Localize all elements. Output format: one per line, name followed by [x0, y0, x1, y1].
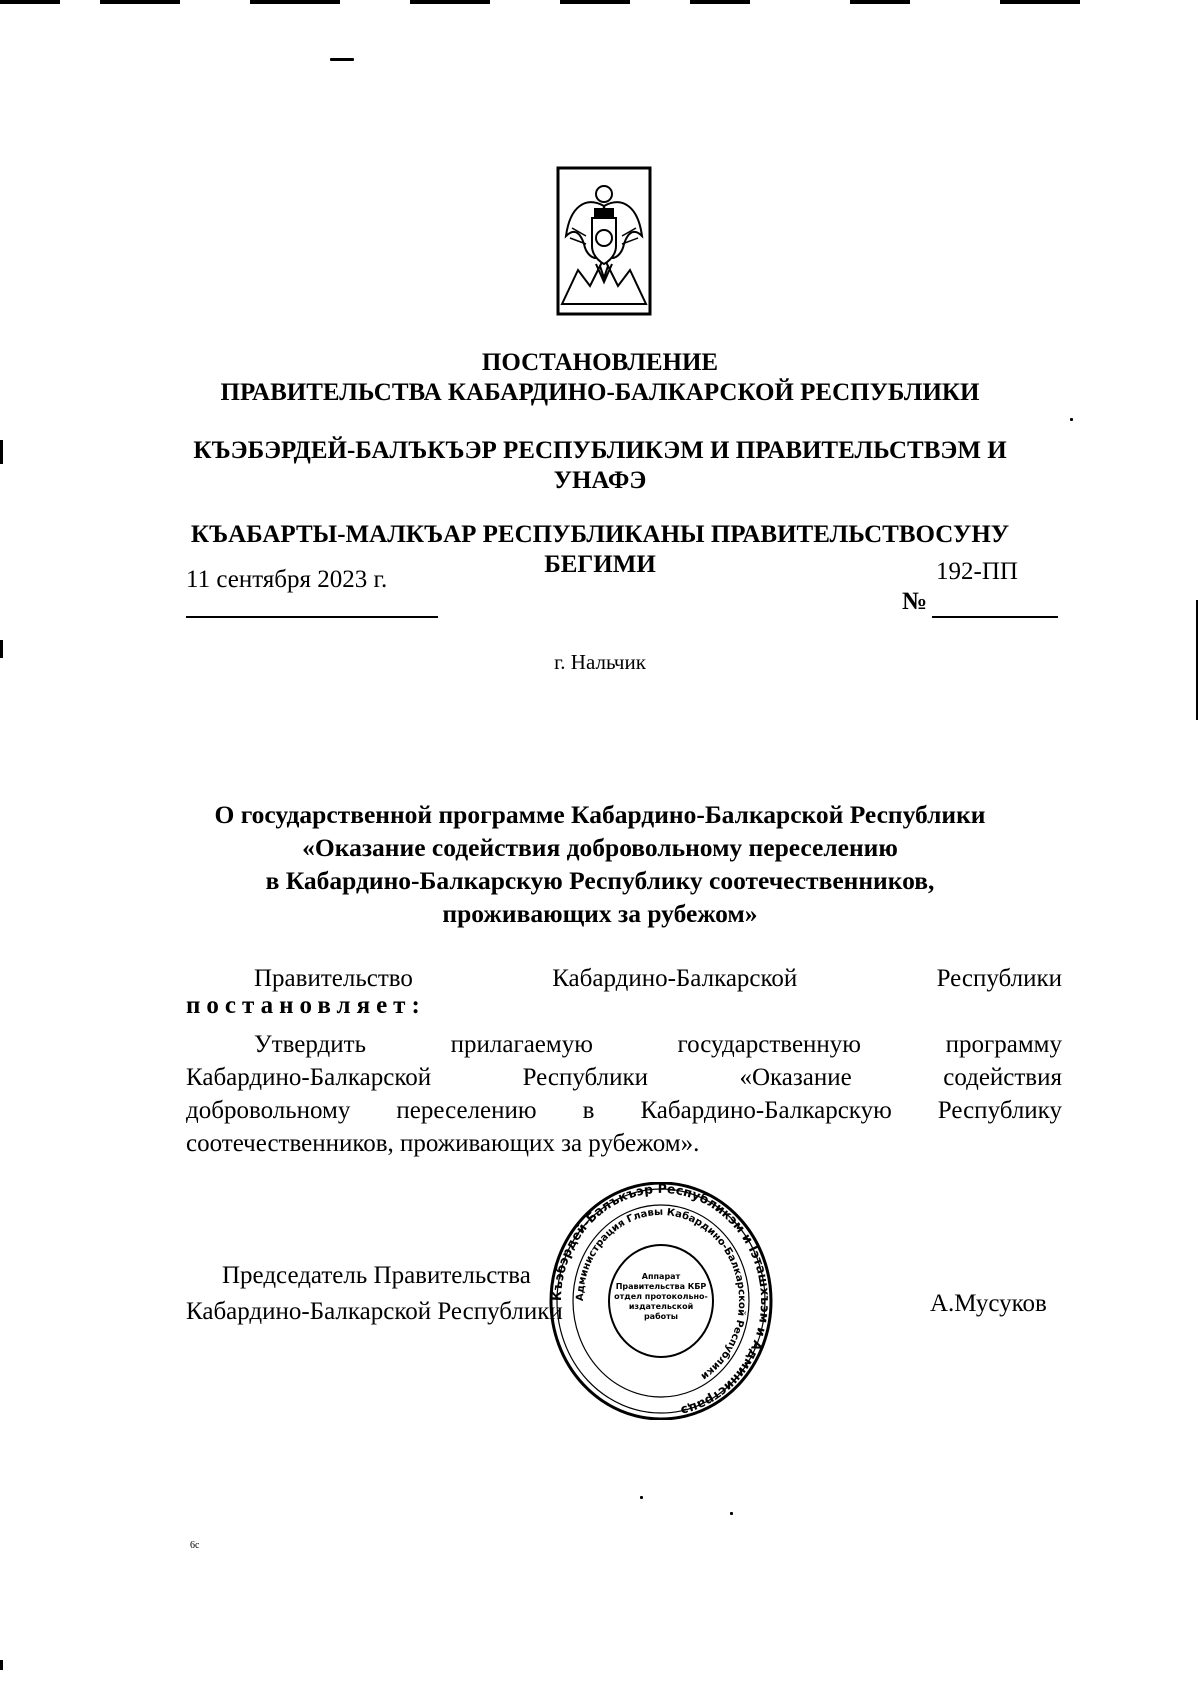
paragraph-line: соотечественников, проживающих за рубежом». — [186, 1130, 700, 1157]
paragraph-line — [186, 1028, 1062, 1061]
paragraph-line — [186, 1061, 1062, 1094]
kabardian-heading-2: УНАФЭ — [553, 467, 647, 494]
word: государственную — [677, 1031, 861, 1058]
decree-date: 11 сентября 2023 г. — [186, 566, 388, 593]
word: Республику — [937, 1097, 1062, 1124]
word: Правительство — [254, 965, 413, 992]
signatory-name: А.Мусуков — [930, 1290, 1047, 1317]
paragraph-line — [186, 1094, 1062, 1127]
decree-title: ПОСТАНОВЛЕНИЕ — [481, 349, 719, 376]
scan-speck — [640, 1496, 643, 1499]
word: Республики — [522, 1064, 648, 1091]
word: прилагаемую — [450, 1031, 593, 1058]
scan-artifact-top — [250, 0, 340, 4]
subject-line: «Оказание содействия добровольному переселению — [302, 833, 898, 862]
scan-artifact-top — [0, 0, 60, 4]
number-underline — [932, 616, 1058, 618]
resolution-paragraph — [186, 1028, 1062, 1160]
decree-number: 192-ПП — [936, 558, 1018, 585]
scan-speck — [1070, 418, 1073, 421]
scan-artifact-edge — [0, 1660, 3, 1670]
balkar-heading-2: БЕГИМИ — [544, 551, 656, 578]
number-sign: № — [902, 588, 928, 615]
word: содействия — [943, 1064, 1062, 1091]
scan-artifact-top — [410, 0, 490, 4]
preamble-paragraph — [186, 962, 1062, 1022]
scan-speck — [330, 58, 354, 61]
scan-artifact-top — [690, 0, 750, 4]
subject-line: проживающих за рубежом» — [442, 899, 758, 928]
scan-speck — [730, 1512, 733, 1515]
subject-line: в Кабардино-Балкарскую Республику соотечественников, — [265, 866, 935, 895]
word: Кабардино-Балкарской — [552, 965, 798, 992]
word: добровольному — [186, 1097, 351, 1124]
official-seal — [548, 1182, 774, 1420]
seal-outer-text: Къэбэрдей-Балъкъэр Республикэм и Іэташхъэм и Администрацэ — [548, 1182, 774, 1419]
scan-artifact-top — [100, 0, 180, 4]
word: Кабардино-Балкарскую — [640, 1097, 892, 1124]
word: переселению — [396, 1097, 537, 1124]
signatory-position — [186, 1258, 563, 1330]
seal-inner-text: Аппарат Правительства КБР отдел протокольно-издательской работы — [614, 1272, 708, 1321]
date-underline — [186, 616, 438, 618]
word: Утвердить — [254, 1031, 366, 1058]
balkar-heading: КЪАБАРТЫ-МАЛКЪАР РЕСПУБЛИКАНЫ ПРАВИТЕЛЬСТВОСУНУ — [190, 521, 1010, 548]
coat-of-arms-emblem — [556, 166, 652, 316]
subject-line: О государственной программе Кабардино-Балкарской Республики — [214, 800, 986, 829]
signatory-title: Председатель Правительства — [222, 1262, 531, 1289]
word: «Оказание — [739, 1064, 852, 1091]
decree-keyword: постановляет: — [186, 992, 426, 1019]
seal-middle-text: Администрация Главы Кабардино-Балкарской Республики — [574, 1206, 748, 1382]
footer-mark: 6c — [190, 1540, 200, 1551]
scan-artifact-top — [1000, 0, 1080, 4]
word: в — [582, 1097, 595, 1124]
scan-artifact-top — [560, 0, 630, 4]
word: Кабардино-Балкарской — [186, 1064, 432, 1091]
city: г. Нальчик — [554, 650, 646, 674]
word: программу — [945, 1031, 1062, 1058]
kabardian-heading: КЪЭБЭРДЕЙ-БАЛЪКЪЭР РЕСПУБЛИКЭМ И ПРАВИТЕЛЬСТВЭМ И — [193, 437, 1007, 464]
scan-artifact-top — [850, 0, 910, 4]
decree-subject — [150, 798, 1050, 930]
word: Республики — [936, 965, 1062, 992]
government-name: ПРАВИТЕЛЬСТВА КАБАРДИНО-БАЛКАРСКОЙ РЕСПУБЛИКИ — [220, 379, 980, 406]
signatory-government: Кабардино-Балкарской Республики — [186, 1298, 563, 1325]
